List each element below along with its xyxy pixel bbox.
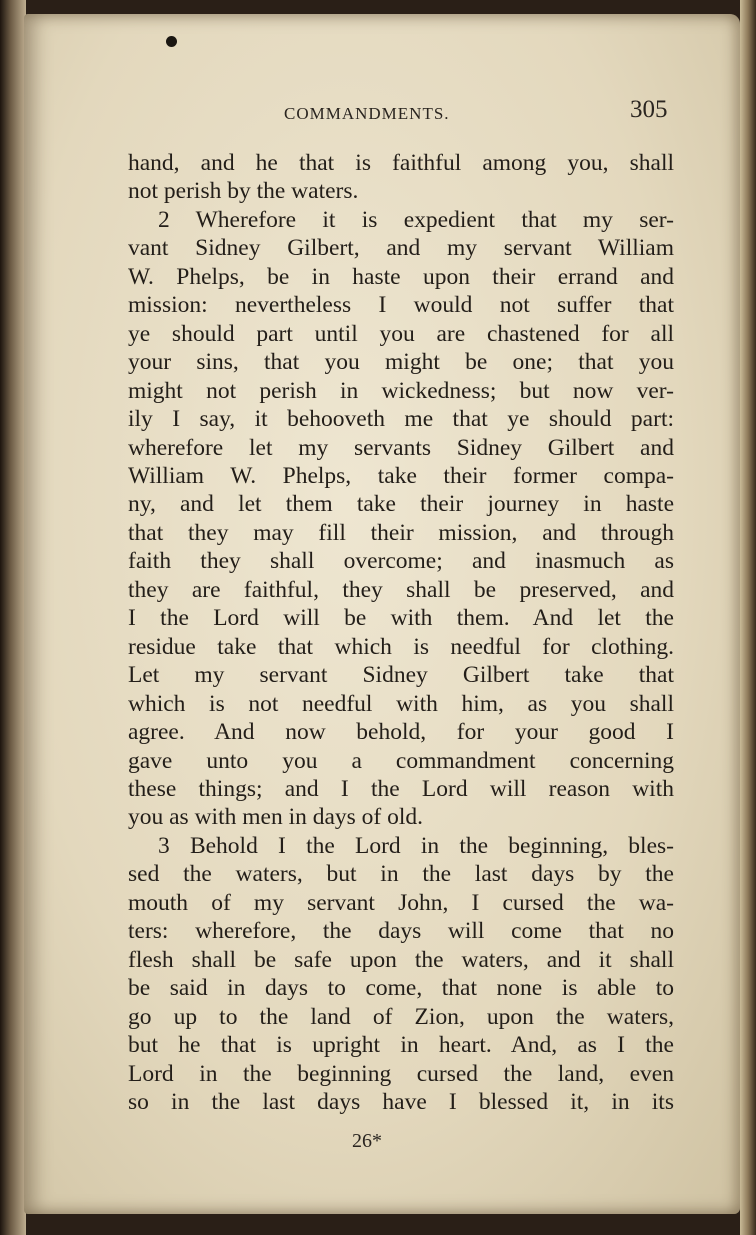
text-line: which is not needful with him, as you shall (128, 690, 674, 717)
text-line: sed the waters, but in the last days by the (128, 861, 674, 888)
text-line: ye should part until you are chastened for all (128, 320, 674, 347)
text-line: mission: nevertheless I would not suffer that (128, 292, 674, 319)
text-line: faith they shall overcome; and inasmuch as (128, 548, 674, 575)
text-line: they are faithful, they shall be preserved, and (128, 576, 674, 603)
text-line: vant Sidney Gilbert, and my servant William (128, 235, 674, 262)
text-line: ily I say, it behooveth me that ye should part: (128, 406, 674, 433)
text-line: I the Lord will be with them. And let the (128, 605, 674, 632)
text-line: agree. And now behold, for your good I (128, 719, 674, 746)
text-line: might not perish in wickedness; but now ver- (128, 377, 674, 404)
text-line: Lord in the beginning cursed the land, even (128, 1060, 674, 1087)
text-line: Let my servant Sidney Gilbert take that (128, 662, 674, 689)
body-text (128, 149, 674, 1116)
text-line: you as with men in days of old. (128, 804, 424, 831)
page-number: 305 (630, 96, 668, 123)
signature-mark: 26* (352, 1130, 382, 1152)
running-head: COMMANDMENTS. (284, 104, 450, 123)
text-line: flesh shall be safe upon the waters, and it shall (128, 946, 674, 973)
text-line: be said in days to come, that none is able to (128, 975, 674, 1002)
text-line: go up to the land of Zion, upon the waters, (128, 1003, 674, 1030)
text-line: hand, and he that is faithful among you, shall (128, 150, 674, 176)
text-line: so in the last days have I blessed it, in its (128, 1088, 674, 1115)
text-line: 3 Behold I the Lord in the beginning, bles- (158, 832, 674, 859)
text-line: residue take that which is needful for clothing. (128, 633, 674, 660)
text-line: that they may fill their mission, and through (128, 519, 674, 546)
text-line: not perish by the waters. (128, 178, 359, 205)
text-line: W. Phelps, be in haste upon their errand and (128, 263, 674, 290)
text-line: 2 Wherefore it is expedient that my ser- (158, 206, 674, 233)
text-line: these things; and I the Lord will reason with (128, 775, 674, 802)
text-line: ters: wherefore, the days will come that no (128, 918, 674, 945)
text-line: mouth of my servant John, I cursed the wa- (128, 889, 674, 916)
text-line: but he that is upright in heart. And, as I the (128, 1032, 674, 1059)
text-line: ny, and let them take their journey in haste (128, 491, 674, 518)
ink-spot (166, 36, 177, 47)
text-line: gave unto you a commandment concerning (128, 747, 674, 774)
left-page-edge (0, 0, 26, 1235)
text-line: wherefore let my servants Sidney Gilbert and (128, 434, 674, 461)
text-line: your sins, that you might be one; that you (128, 349, 674, 376)
text-line: William W. Phelps, take their former compa- (128, 462, 674, 489)
page-right-edge (740, 0, 756, 1235)
